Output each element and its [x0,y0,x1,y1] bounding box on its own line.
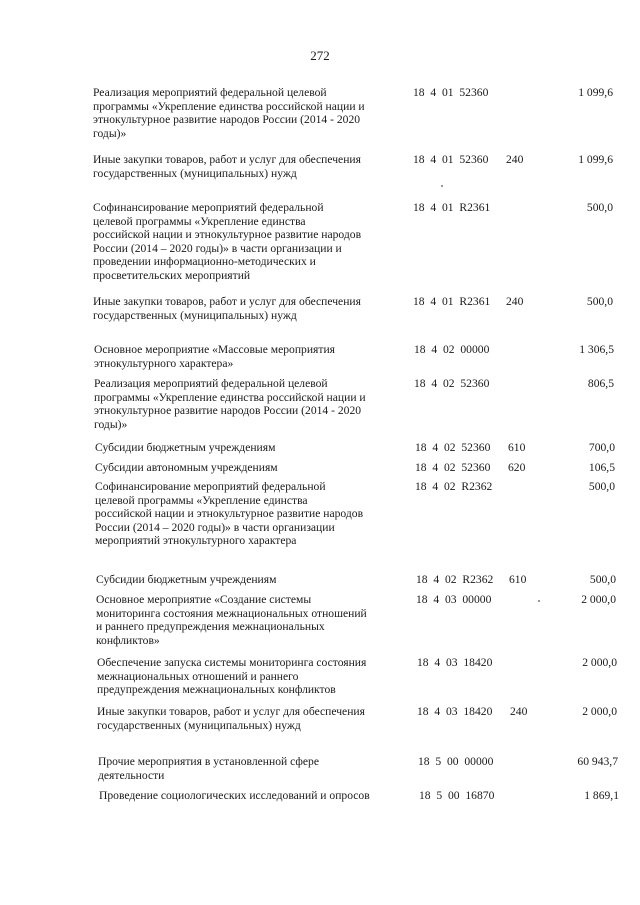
row-amount: 60 943,7 [577,755,618,768]
row-amount: 500,0 [588,480,615,493]
row-description: Софинансирование мероприятий федеральной целевой программы «Укрепление единства российской нации и этнокультурное развитие народов России (2014 – 2020 годы)» в части организации мероприятий этнокультурного характера [95,480,364,547]
row-description: Реализация мероприятий федеральной целевой программы «Укрепление единства российской нации и этнокультурное развитие народов России (2014 - 2020 годы)» [94,377,366,431]
row-amount: 1 099,6 [578,86,613,99]
row-code: 18 5 00 00000 [418,755,494,768]
scan-speck [441,185,443,187]
row-amount: 1 099,6 [578,153,613,166]
row-amount: 806,5 [587,377,614,390]
row-description: Иные закупки товаров, работ и услуг для обеспечения государственных (муниципальных) нужд [93,153,361,180]
row-description: Софинансирование мероприятий федеральной целевой программы «Укрепление единства российской нации и этнокультурное развитие народов России (2014 – 2020 годы)» в части организации и проведении информационно-методических и просветительских мероприятий [93,201,362,282]
row-code: 18 4 01 52360 [413,86,489,99]
row-code: 18 4 03 00000 [416,593,492,606]
row-description: Иные закупки товаров, работ и услуг для обеспечения государственных (муниципальных) нужд [97,705,365,732]
row-description: Основное мероприятие «Массовые мероприятия этнокультурного характера» [94,343,335,370]
row-code: 18 4 01 R2361 [413,201,491,214]
row-amount: 700,0 [588,441,615,454]
row-amount: 500,0 [586,201,613,214]
row-amount: 106,5 [588,461,615,474]
row-code: 18 4 02 R2362 [415,480,493,493]
row-description: Субсидии автономным учреждениям [95,461,278,474]
row-amount: 2 000,0 [582,705,617,718]
row-amount: 500,0 [589,573,616,586]
row-code: 18 4 03 18420 [417,705,493,718]
row-description: Иные закупки товаров, работ и услуг для обеспечения государственных (муниципальных) нужд [93,295,361,322]
row-expense-type: 240 [506,295,524,308]
row-description: Реализация мероприятий федеральной целевой программы «Укрепление единства российской нации и этнокультурное развитие народов России (2014 - 2020 годы)» [93,86,365,140]
row-amount: 1 306,5 [579,343,614,356]
scan-speck [538,600,540,602]
row-expense-type: 610 [508,441,526,454]
row-code: 18 5 00 16870 [419,789,495,802]
page-number: 272 [310,48,330,63]
row-amount: 2 000,0 [581,593,616,606]
row-code: 18 4 02 52360 [414,377,490,390]
row-description: Обеспечение запуска системы мониторинга состояния межнациональных отношений и раннего предупреждения межнациональных конфликтов [97,656,367,696]
row-code: 18 4 03 18420 [417,656,493,669]
row-description: Субсидии бюджетным учреждениям [96,573,277,586]
row-expense-type: 240 [506,153,524,166]
row-code: 18 4 02 R2362 [416,573,494,586]
row-amount: 1 869,1 [584,789,619,802]
row-code: 18 4 02 00000 [414,343,490,356]
row-description: Прочие мероприятия в установленной сфере деятельности [98,755,319,782]
row-code: 18 4 01 52360 [413,153,489,166]
row-code: 18 4 01 R2361 [413,295,491,308]
row-amount: 2 000,0 [582,656,617,669]
row-code: 18 4 02 52360 [415,441,491,454]
row-description: Субсидии бюджетным учреждениям [95,441,276,454]
row-description: Основное мероприятие «Создание системы мониторинга состояния межнациональных отношений и раннего предупреждения межнациональных конфликтов» [96,593,367,647]
row-amount: 500,0 [586,295,613,308]
row-expense-type: 620 [508,461,526,474]
row-expense-type: 240 [510,705,528,718]
row-code: 18 4 02 52360 [415,461,491,474]
row-expense-type: 610 [509,573,527,586]
row-description: Проведение социологических исследований и опросов [99,789,370,802]
